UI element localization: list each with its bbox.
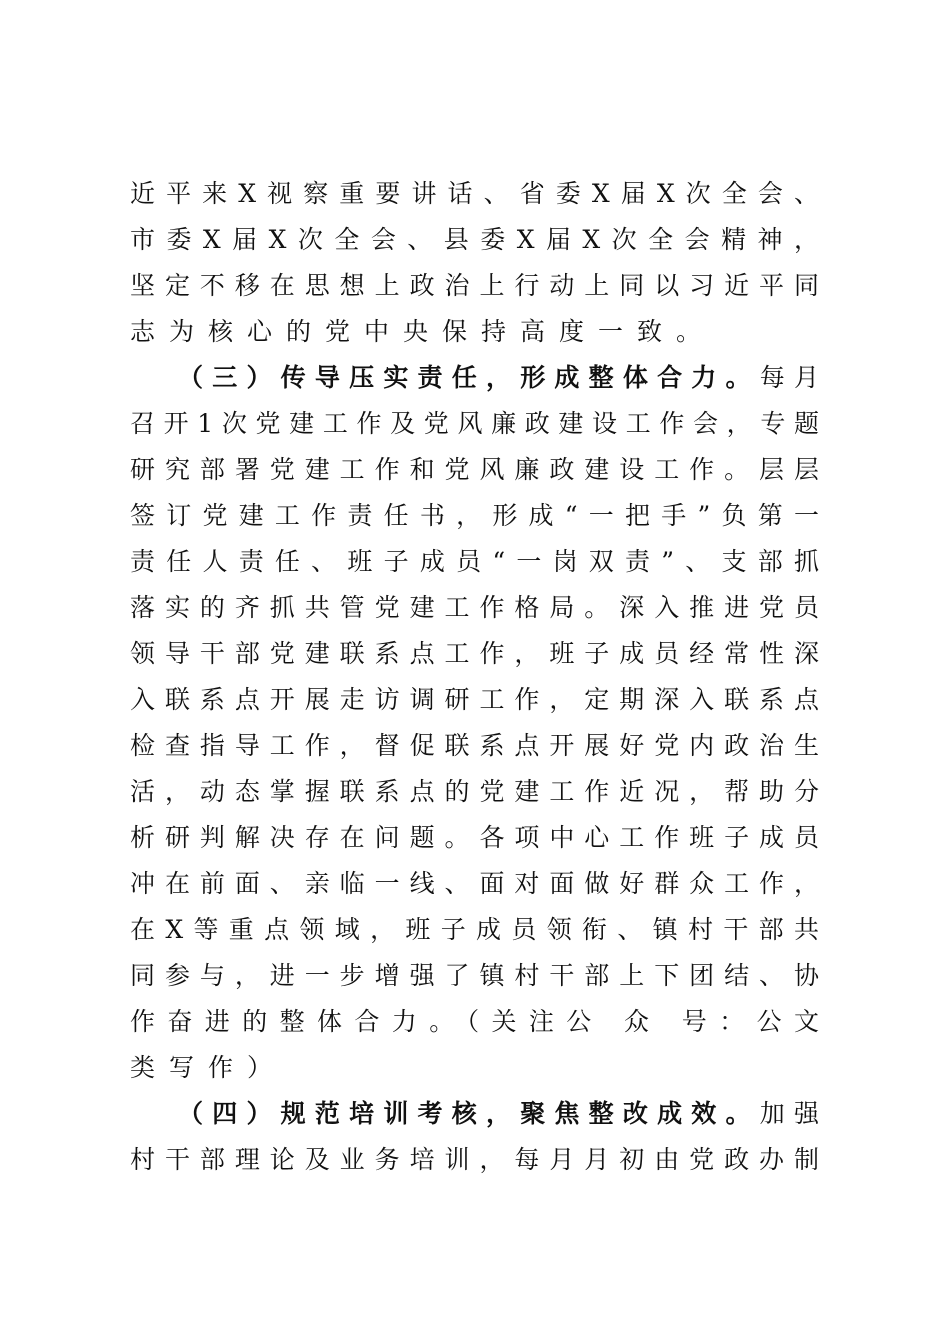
section-3-first-line-rest: 每月 (759, 363, 821, 392)
section-3-line: 责任人责任、班子成员“一岗双责”、支部抓 (130, 547, 821, 576)
paragraph-line: 近平来X视察重要讲话、省委X届X次全会、 (130, 179, 821, 208)
section-3-line: 作奋进的整体合力。（关注公 众 号：公文 (130, 1007, 821, 1036)
section-3-first-line (130, 355, 821, 401)
section-3-line: 析研判解决存在问题。各项中心工作班子成员 (130, 823, 821, 852)
section-3-line: 签订党建工作责任书，形成“一把手”负第一 (130, 501, 821, 530)
paragraph-line: 坚定不移在思想上政治上行动上同以习近平同 (130, 271, 821, 300)
section-3-line: 冲在前面、亲临一线、面对面做好群众工作， (130, 869, 821, 898)
section-3-line: 在X等重点领域，班子成员领衔、镇村干部共 (130, 915, 821, 944)
section-4-line: 村干部理论及业务培训，每月月初由党政办制 (130, 1145, 821, 1174)
section-3-line: 同参与，进一步增强了镇村干部上下团结、协 (130, 961, 821, 990)
section-3-line: 领导干部党建联系点工作，班子成员经常性深 (130, 639, 821, 668)
section-3-line: 检查指导工作，督促联系点开展好党内政治生 (130, 731, 821, 760)
section-3-heading: （三）传导压实责任，形成整体合力。 (178, 363, 760, 392)
paragraph-line: 市委X届X次全会、县委X届X次全会精神， (130, 225, 821, 254)
section-3-line: 活，动态掌握联系点的党建工作近况，帮助分 (130, 777, 821, 806)
section-4-first-line (130, 1091, 821, 1137)
document-body (130, 171, 821, 1183)
section-3-line: 研究部署党建工作和党风廉政建设工作。层层 (130, 455, 821, 484)
section-3-line: 召开1次党建工作及党风廉政建设工作会，专题 (130, 409, 821, 438)
section-3-line: 类写作） (130, 1053, 287, 1082)
section-3-line: 入联系点开展走访调研工作，定期深入联系点 (130, 685, 821, 714)
paragraph-line: 志为核心的党中央保持高度一致。 (130, 317, 716, 346)
section-4-heading: （四）规范培训考核，聚焦整改成效。 (178, 1099, 760, 1128)
section-4-first-line-rest: 加强 (759, 1099, 821, 1128)
section-3-line: 落实的齐抓共管党建工作格局。深入推进党员 (130, 593, 821, 622)
